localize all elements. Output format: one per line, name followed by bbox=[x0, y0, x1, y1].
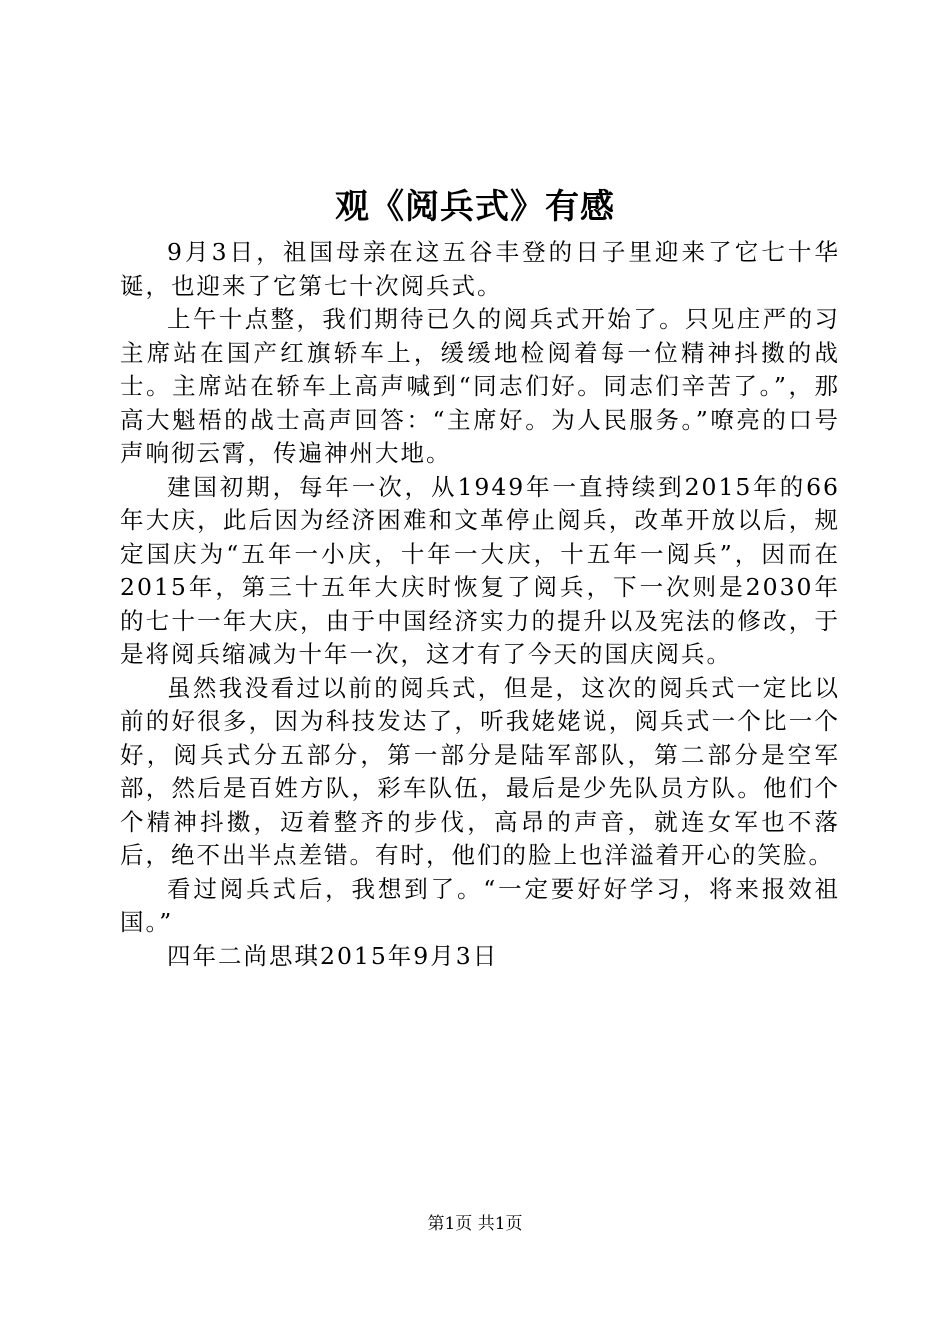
document-body bbox=[120, 236, 840, 973]
paragraph: 上午十点整，我们期待已久的阅兵式开始了。只见庄严的习主席站在国产红旗轿车上，缓缓地检阅着每一位精神抖擞的战士。主席站在轿车上高声喊到“同志们好。同志们辛苦了。”，那高大魁梧的战士高声回答：“主席好。为人民服务。”嘹亮的口号声响彻云霄，传遍神州大地。 bbox=[120, 305, 840, 467]
signature-line: 四年二尚思琪2015年9月3日 bbox=[167, 941, 499, 970]
paragraph: 看过阅兵式后，我想到了。“一定要好好学习，将来报效祖国。” bbox=[120, 874, 840, 936]
page-number-footer: 第1页 共1页 bbox=[427, 1214, 523, 1234]
paragraph: 建国初期，每年一次，从1949年一直持续到2015年的66年大庆，此后因为经济困难和文革停止阅兵，改革开放以后，规定国庆为“五年一小庆，十年一大庆，十五年一阅兵”，因而在2015年，第三十五年大庆时恢复了阅兵，下一次则是2030年的七十一年大庆，由于中国经济实力的提升以及宪法的修改，于是将阅兵缩减为十年一次，这才有了今天的国庆阅兵。 bbox=[120, 472, 840, 668]
paragraph: 虽然我没看过以前的阅兵式，但是，这次的阅兵式一定比以前的好很多，因为科技发达了，听我姥姥说，阅兵式一个比一个好，阅兵式分五部分，第一部分是陆军部队，第二部分是空军部，然后是百姓方队，彩车队伍，最后是少先队员方队。他们个个精神抖擞，迈着整齐的步伐，高昂的声音，就连女军也不落后，绝不出半点差错。有时，他们的脸上也洋溢着开心的笑脸。 bbox=[120, 673, 840, 869]
document-title: 观《阅兵式》有感 bbox=[335, 187, 615, 227]
paragraph: 9月3日，祖国母亲在这五谷丰登的日子里迎来了它七十华诞，也迎来了它第七十次阅兵式。 bbox=[120, 238, 840, 300]
